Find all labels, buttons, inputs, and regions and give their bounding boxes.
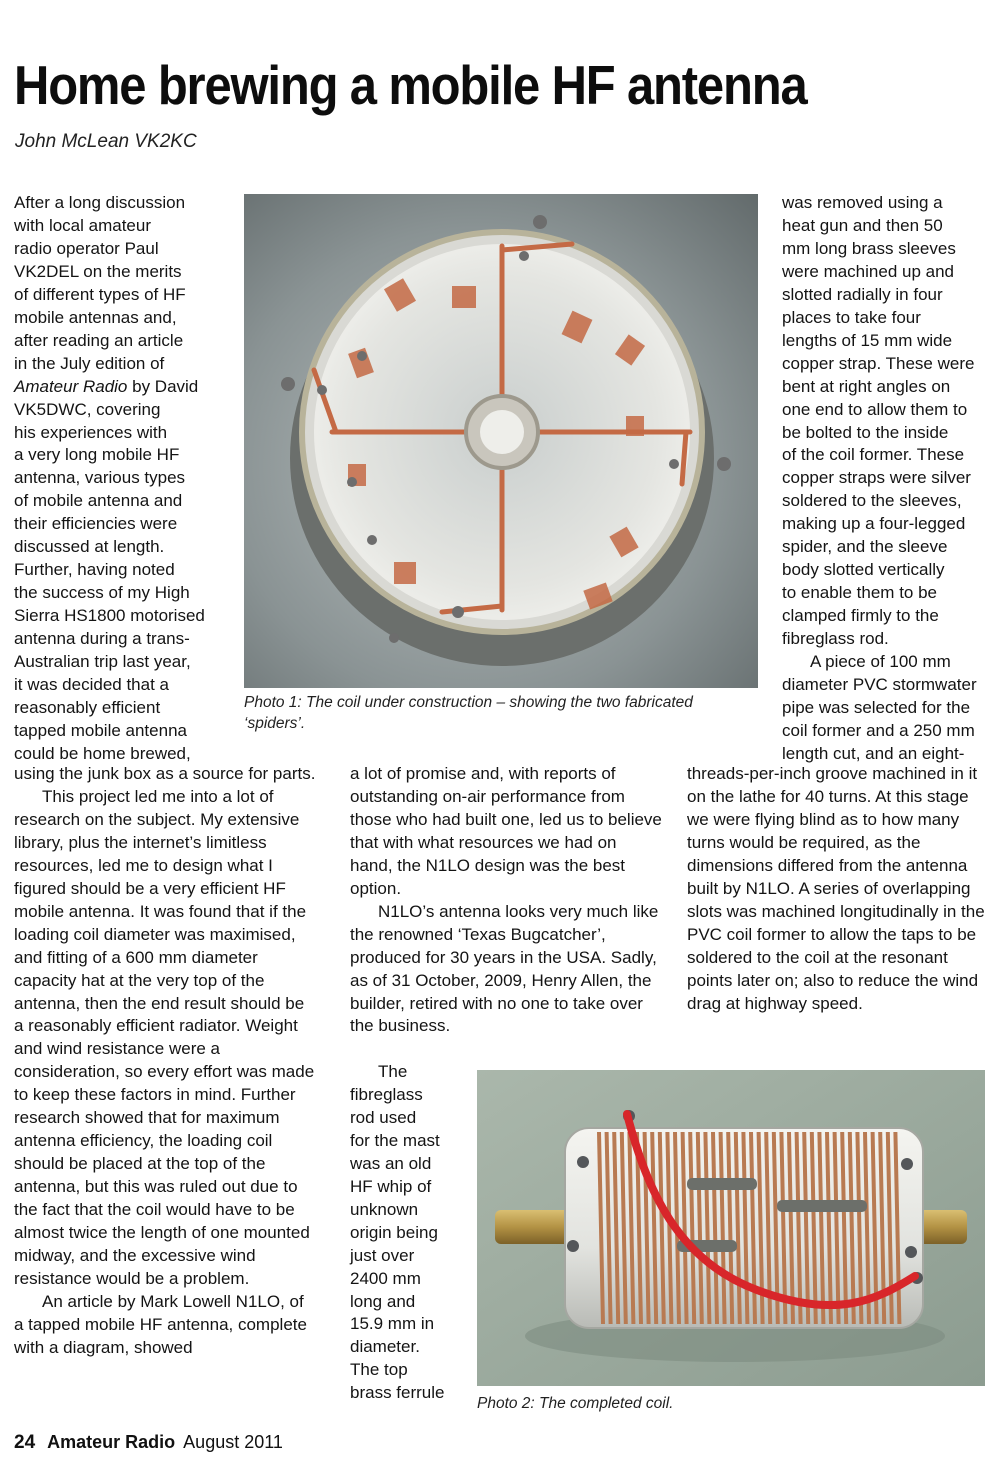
text-line: copper strap. These were: [782, 353, 975, 373]
text-line: fibreglass: [350, 1084, 423, 1104]
text-line: The: [378, 1062, 408, 1081]
text-line: diameter PVC stormwater: [782, 675, 977, 695]
text-line: After a long discussion: [14, 193, 186, 212]
text-line: were machined up and: [782, 261, 955, 281]
col2-narrow-lines: [350, 1061, 470, 1405]
text-line: bent at right angles on: [782, 376, 951, 396]
col2-body: [350, 763, 662, 1038]
col2-paragraph-1: a lot of promise and, with reports of outstanding on-air performance from those who had built one, led us to believe that with what resources we had on hand, the N1LO design was the best option.: [350, 764, 662, 898]
text-line: was an old: [350, 1153, 432, 1173]
text-line: his experiences with: [14, 422, 168, 442]
text-line: coil former and a 250 mm: [782, 720, 975, 740]
page-number: 24: [14, 1432, 36, 1453]
text-line: in the July edition of: [14, 353, 165, 373]
text-line: the success of my High: [14, 583, 190, 603]
text-line: just over: [350, 1245, 415, 1265]
text-line: antenna, various types: [14, 468, 186, 488]
text-line: soldered to the sleeves,: [782, 491, 962, 511]
photo-1-caption: Photo 1: The coil under construction – showing the two fabricated ‘spiders’.: [244, 694, 693, 732]
text-line: with local amateur: [14, 215, 152, 235]
text-line: A piece of 100 mm: [810, 652, 951, 672]
text-line: VK2DEL on the merits: [14, 261, 182, 281]
text-line: clamped firmly to the: [782, 606, 939, 626]
line-rest: by David: [127, 376, 199, 396]
text-line: brass ferrule: [350, 1383, 445, 1403]
text-line: Further, having noted: [14, 560, 175, 580]
col1-paragraph-1-end: using the junk box as a source for parts.: [14, 764, 316, 783]
text-line: mm long brass sleeves: [782, 238, 956, 258]
text-line: Australian trip last year,: [14, 652, 191, 672]
completed-coil-photo: [477, 1070, 985, 1386]
text-line: 15.9 mm in: [350, 1314, 435, 1334]
text-line: VK5DWC, covering: [14, 399, 161, 419]
photo-2-caption: Photo 2: The completed coil.: [477, 1395, 674, 1412]
magazine-name: Amateur Radio: [47, 1432, 176, 1452]
text-line: be bolted to the inside: [782, 422, 949, 442]
text-line: body slotted vertically: [782, 560, 945, 580]
col1-body: [14, 763, 316, 1360]
text-line: it was decided that a: [14, 675, 169, 695]
publication-title: Amateur Radio: [14, 376, 128, 396]
text-line: of mobile antenna and: [14, 491, 183, 511]
text-line: of the coil former. These: [782, 445, 965, 465]
text-line: places to take four: [782, 307, 921, 327]
text-line: [14, 376, 239, 399]
text-line: rod used: [350, 1107, 417, 1127]
text-line: copper straps were silver: [782, 468, 971, 488]
text-line: 2400 mm: [350, 1268, 421, 1288]
col1-intro-lines: [14, 192, 239, 766]
text-line: making up a four-legged: [782, 514, 966, 534]
col2-paragraph-2: N1LO’s antenna looks very much like the renowned ‘Texas Bugcatcher’, produced for 30 years in the USA. Sadly, as of 31 October, 2009, Henry Allen, the builder, retired with no one to take over the business.: [350, 901, 659, 1036]
col1-paragraph-3: An article by Mark Lowell N1LO, of a tapped mobile HF antenna, complete with a diagram, showed: [14, 1291, 307, 1357]
text-line: after reading an article: [14, 330, 184, 350]
text-line: mobile antennas and,: [14, 307, 177, 327]
photo-2-completed-coil: [477, 1070, 985, 1386]
text-line: reasonably efficient: [14, 697, 161, 717]
author-byline: John McLean VK2KC: [15, 131, 197, 152]
text-line: fibreglass rod.: [782, 629, 889, 649]
text-line: discussed at length.: [14, 537, 165, 557]
text-line: The top: [350, 1360, 408, 1380]
col3-paragraph-end: threads-per-inch groove machined in it on the lathe for 40 turns. At this stage we were flying blind as to how many turns would be required, as the dimensions differed from the antenna built by N1LO. A series of overlapping slots was machined longitudinally in the PVC coil former to allow the taps to be soldered to the coil at the resonant points later on; also to reduce the wind drag at highway speed.: [687, 764, 985, 1013]
col3-body: [687, 763, 989, 1015]
text-line: pipe was selected for the: [782, 697, 971, 717]
text-line: slotted radially in four: [782, 284, 943, 304]
col3-intro-lines: [782, 192, 997, 766]
text-line: origin being: [350, 1222, 438, 1242]
text-line: antenna during a trans-: [14, 629, 190, 649]
text-line: radio operator Paul: [14, 238, 159, 258]
text-line: a very long mobile HF: [14, 445, 180, 465]
text-line: for the mast: [350, 1130, 440, 1150]
text-line: lengths of 15 mm wide: [782, 330, 953, 350]
text-line: heat gun and then 50: [782, 215, 943, 235]
text-line: unknown: [350, 1199, 419, 1219]
page-footer: [14, 1432, 283, 1454]
text-line: of different types of HF: [14, 284, 186, 304]
text-line: to enable them to be: [782, 583, 938, 603]
text-line: their efficiencies were: [14, 514, 178, 534]
text-line: was removed using a: [782, 193, 943, 212]
text-line: HF whip of: [350, 1176, 432, 1196]
text-line: one end to allow them to: [782, 399, 968, 419]
text-line: tapped mobile antenna: [14, 720, 187, 740]
article-title: Home brewing a mobile HF antenna: [14, 54, 807, 116]
text-line: Sierra HS1800 motorised: [14, 606, 205, 626]
text-line: spider, and the sleeve: [782, 537, 948, 557]
col1-paragraph-2: This project led me into a lot of research on the subject. My extensive library, plus the internet’s limitless resources, led me to design what I figured should be a very efficient HF mobile antenna. It was found that if the loading coil diameter was maximised, and fitting of a 600 mm diameter capacity hat at the very top of the antenna, then the end result should be a reasonably efficient radiator. Weight and wind resistance were a consideration, so every effort was made to keep these factors in mind. Further research showed that for maximum antenna efficiency, the loading coil should be placed at the top of the antenna, but this was ruled out due to the fact that the coil would have to be almost twice the length of one mounted midway, and the excessive wind resistance would be a problem.: [14, 786, 315, 1288]
coil-spider-photo: [244, 194, 758, 688]
text-line: could be home brewed,: [14, 743, 191, 763]
issue-date: August 2011: [183, 1432, 283, 1452]
text-line: long and: [350, 1291, 416, 1311]
photo-1-coil-under-construction: [244, 194, 758, 688]
text-line: diameter.: [350, 1337, 420, 1357]
text-line: length cut, and an eight-: [782, 743, 965, 763]
